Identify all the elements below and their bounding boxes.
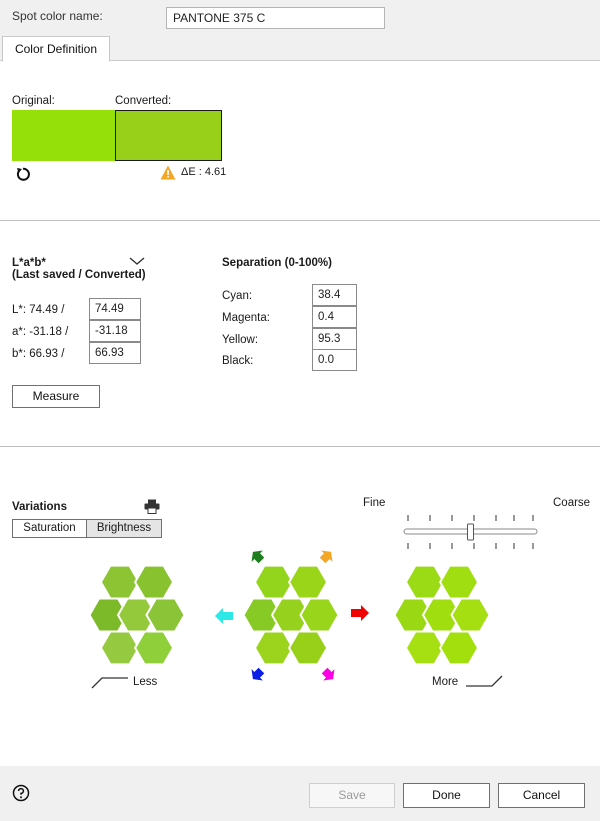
arrow-magenta-down-right-icon[interactable]: [316, 662, 336, 682]
divider-2: [0, 446, 600, 447]
spot-color-name-input[interactable]: [166, 7, 385, 29]
arrow-red-right-icon[interactable]: [349, 603, 369, 623]
hex-swatch[interactable]: [440, 632, 478, 665]
lab-subtitle: (Last saved / Converted): [12, 269, 146, 281]
lab-b-input[interactable]: [89, 342, 141, 364]
converted-swatch: [115, 110, 222, 161]
slider-thumb[interactable]: [468, 524, 474, 540]
lab-l-label: L*: 74.49 /: [12, 304, 65, 316]
lab-title: L*a*b*: [12, 257, 46, 269]
spot-color-name-label: Spot color name:: [12, 9, 103, 23]
warning-icon: [160, 165, 176, 180]
converted-label: Converted:: [115, 95, 172, 107]
lab-a-input[interactable]: [89, 320, 141, 342]
hex-swatch[interactable]: [101, 566, 139, 599]
print-icon[interactable]: [144, 499, 160, 514]
cyan-label: Cyan:: [222, 290, 253, 302]
hex-swatch[interactable]: [255, 632, 293, 665]
hex-cluster-current[interactable]: [234, 560, 348, 670]
black-input[interactable]: [312, 349, 357, 371]
cancel-button[interactable]: Cancel: [498, 783, 585, 808]
lab-l-input[interactable]: [89, 298, 141, 320]
original-swatch: [12, 110, 116, 161]
chevron-down-icon[interactable]: [129, 254, 145, 266]
help-icon[interactable]: [12, 784, 30, 802]
more-indicator-icon: [464, 674, 504, 690]
fine-coarse-slider[interactable]: [402, 511, 540, 553]
hex-swatch[interactable]: [135, 632, 173, 665]
arrow-cyan-left-icon[interactable]: [215, 606, 235, 626]
fine-label: Fine: [363, 497, 386, 509]
variation-mode-toggle: [12, 519, 162, 538]
magenta-input[interactable]: [312, 306, 357, 328]
yellow-input[interactable]: [312, 328, 357, 350]
tab-saturation[interactable]: Saturation: [13, 520, 87, 537]
yellow-label: Yellow:: [222, 334, 259, 346]
separation-title: Separation (0-100%): [222, 257, 332, 269]
arrow-green-up-left-icon[interactable]: [250, 549, 270, 569]
measure-button[interactable]: Measure: [12, 385, 100, 408]
tab-brightness[interactable]: Brightness: [87, 520, 161, 537]
magenta-label: Magenta:: [222, 312, 270, 324]
hex-swatch[interactable]: [147, 599, 185, 632]
lab-a-label: a*: -31.18 /: [12, 326, 69, 338]
hex-swatch[interactable]: [452, 599, 490, 632]
lab-b-label: b*: 66.93 /: [12, 348, 65, 360]
variations-title: Variations: [12, 501, 67, 513]
hex-swatch[interactable]: [406, 566, 444, 599]
coarse-label: Coarse: [553, 497, 591, 509]
cyan-input[interactable]: [312, 284, 357, 306]
arrow-blue-down-left-icon[interactable]: [250, 662, 270, 682]
tab-color-definition[interactable]: Color Definition: [2, 36, 110, 62]
less-indicator-icon: [90, 674, 130, 690]
hex-swatch[interactable]: [289, 632, 327, 665]
done-button[interactable]: Done: [403, 783, 490, 808]
hex-swatch[interactable]: [255, 566, 293, 599]
delta-e-value: ΔE : 4.61: [181, 166, 227, 178]
hex-swatch[interactable]: [289, 566, 327, 599]
hex-swatch[interactable]: [406, 632, 444, 665]
arrow-yellow-up-right-icon[interactable]: [314, 549, 334, 569]
reset-icon[interactable]: [14, 165, 32, 183]
hex-swatch[interactable]: [101, 632, 139, 665]
hex-swatch[interactable]: [135, 566, 173, 599]
hex-swatch[interactable]: [440, 566, 478, 599]
black-label: Black:: [222, 355, 254, 367]
save-button[interactable]: Save: [309, 783, 395, 808]
hex-cluster-more[interactable]: [385, 560, 499, 670]
more-label: More: [432, 676, 459, 688]
hex-swatch[interactable]: [301, 599, 339, 632]
divider-1: [0, 220, 600, 221]
hex-cluster-less[interactable]: [80, 560, 194, 670]
less-label: Less: [133, 676, 158, 688]
original-label: Original:: [12, 95, 55, 107]
